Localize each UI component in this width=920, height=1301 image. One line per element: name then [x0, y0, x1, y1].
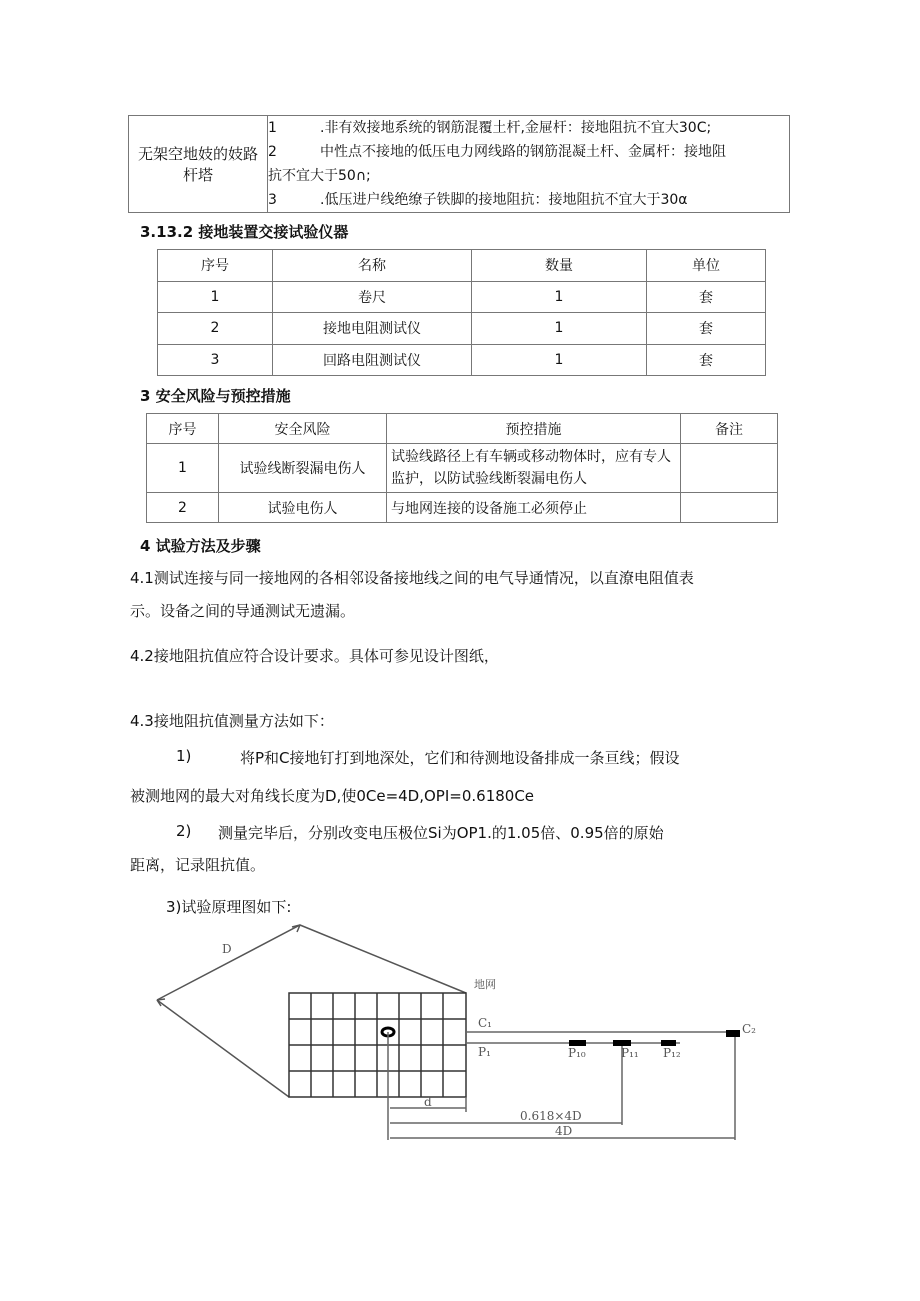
label-P12: P₁₂: [663, 1046, 681, 1060]
cell: 2: [158, 313, 273, 345]
label-P11: P₁₁: [621, 1046, 639, 1060]
cell: 试验线断裂漏电伤人: [219, 444, 387, 493]
cell: 套: [647, 313, 766, 345]
label-C2: C₂: [742, 1022, 756, 1036]
step-number: 2): [176, 822, 192, 840]
section-heading: 4 试验方法及步骤: [140, 537, 261, 555]
item-num: 3: [268, 192, 277, 208]
label-C1: C₁: [478, 1016, 492, 1030]
cell: 套: [647, 344, 766, 376]
probe-c2: [726, 1030, 740, 1037]
cell: 回路电阻测试仪: [273, 344, 472, 376]
label-D: D: [222, 942, 232, 956]
ground-grid: [289, 993, 466, 1097]
header-cell: 序号: [147, 414, 219, 444]
cell: 1: [472, 344, 647, 376]
label-0618x4D: 0.618×4D: [520, 1109, 582, 1123]
paragraph: 3)试验原理图如下:: [166, 898, 292, 916]
cell: 1: [147, 444, 219, 493]
header-cell: 序号: [158, 250, 273, 282]
header-cell: 单位: [647, 250, 766, 282]
paragraph: 被测地网的最大对角线长度为D,使0Ce=4D,OPI=0.6180Ce: [130, 787, 535, 805]
paragraph: 4.3接地阻抗值测量方法如下：: [130, 712, 334, 730]
diagonal-line: [157, 925, 466, 1000]
paragraph: 示。设备之间的导通测试无遗漏。: [130, 602, 356, 620]
item-text: 中性点不接地的低压电力网线路的钢筋混凝土杆、金属杆：接地阻: [320, 144, 726, 160]
cell: 3: [158, 344, 273, 376]
paragraph: 4.2接地阻抗值应符合设计要求。具体可参见设计图纸，: [130, 647, 499, 665]
label-4D: 4D: [555, 1124, 573, 1138]
section-heading: 3 安全风险与预控措施: [140, 387, 291, 405]
paragraph: 4.1测试连接与同一接地网的各相邻设备接地线之间的电气导通情况，以直潦电阻值表: [130, 569, 694, 587]
step-number: 1): [176, 747, 192, 765]
item-num: 1: [268, 120, 277, 136]
cell: 接地电阻测试仪: [273, 313, 472, 345]
header-cell: 数量: [472, 250, 647, 282]
cell: 1: [472, 313, 647, 345]
cell: 卷尺: [273, 281, 472, 313]
header-cell: 备注: [681, 414, 778, 444]
cell: 1: [472, 281, 647, 313]
cell: 2: [147, 493, 219, 523]
cell: 套: [647, 281, 766, 313]
item-text: 抗不宜大于50∩;: [268, 168, 371, 184]
label-d: d: [424, 1095, 432, 1109]
paragraph: 测量完毕后，分别改变电压极位Si为OP1.的1.05倍、0.95倍的原始: [218, 824, 664, 842]
label-P1: P₁: [478, 1045, 491, 1059]
cell: 试验电伤人: [219, 493, 387, 523]
cell: 试验线路径上有车辆或移动物体时，应有专人监护，以防试验线断裂漏电伤人: [387, 444, 681, 493]
label-P10: P₁₀: [568, 1046, 586, 1060]
tower-type-cell: 无架空地妓的妓路杆塔: [129, 116, 268, 213]
paragraph: 距离，记录阻抗值。: [130, 856, 266, 874]
section-heading: 3.13.2 接地装置交接试验仪器: [140, 223, 349, 241]
item-text: .低压进户线绝缭子铁脚的接地阻抗：接地阻抗不宜大于30α: [320, 192, 688, 208]
paragraph: 将P和C接地钉打到地深处，它们和待测地设备排成一条亘线；假设: [240, 749, 680, 767]
cell: 1: [158, 281, 273, 313]
diagonal-line: [157, 1000, 289, 1097]
header-cell: 名称: [273, 250, 472, 282]
cell: 与地网连接的设备施工必须停止: [387, 493, 681, 523]
header-cell: 安全风险: [219, 414, 387, 444]
item-num: 2: [268, 144, 277, 160]
header-cell: 预控措施: [387, 414, 681, 444]
item-text: .非有效接地系统的钢筋混覆土杆,金屉杆：接地阻抗不宜大30C;: [320, 120, 712, 136]
label-grid: 地网: [474, 978, 496, 991]
